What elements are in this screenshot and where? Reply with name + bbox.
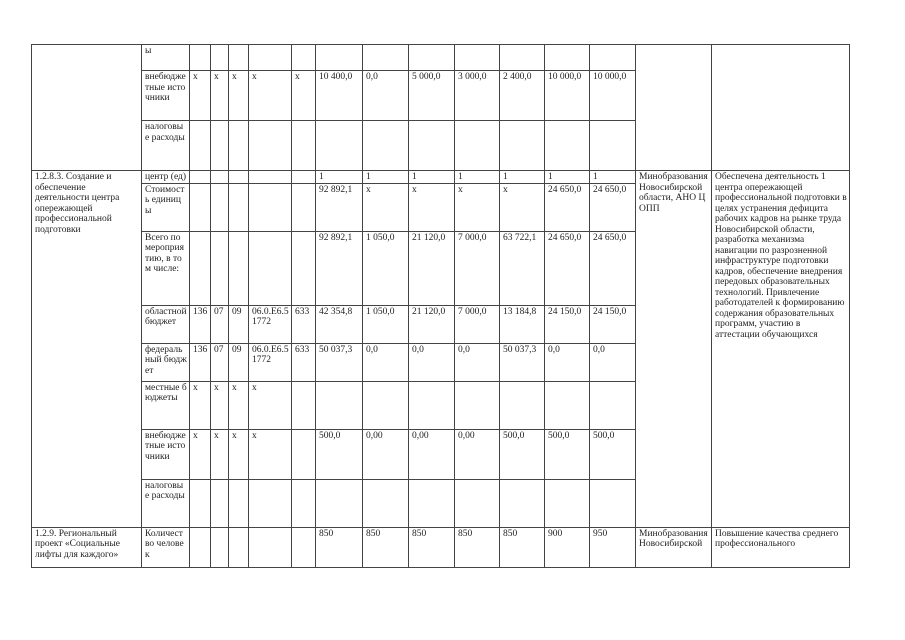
budget-code-g4 [249, 183, 292, 231]
funding-source: налоговые расходы [142, 479, 190, 527]
budget-code-g4 [249, 527, 292, 567]
funding-source: местные бюджеты [142, 381, 190, 429]
value-cell [316, 45, 363, 71]
value-cell: 24 650,0 [545, 231, 590, 305]
value-cell [545, 121, 590, 171]
budget-code-g1: х [190, 429, 211, 479]
budget-code-g2 [211, 45, 229, 71]
value-cell: 5 000,0 [409, 71, 455, 121]
budget-code-g4: 06.0.Е6.51772 [249, 305, 292, 343]
value-cell: 10 000,0 [545, 71, 590, 121]
value-cell: 1 [363, 171, 409, 184]
budget-code-g2 [211, 527, 229, 567]
budget-code-g3 [229, 527, 249, 567]
value-cell: 24 150,0 [590, 305, 636, 343]
value-cell: х [500, 183, 545, 231]
value-cell [455, 479, 500, 527]
budget-code-g3 [229, 45, 249, 71]
funding-source: Всего по мероприятию, в том числе: [142, 231, 190, 305]
block-b-executor: Минобразования Новосибирской области, АНО ЦОПП [636, 171, 712, 528]
budget-code-g1 [190, 45, 211, 71]
budget-code-g4: х [249, 429, 292, 479]
value-cell: 900 [545, 527, 590, 567]
budget-code-g1 [190, 479, 211, 527]
value-cell [545, 479, 590, 527]
block-c-result: Повышение качества среднего профессионального [712, 527, 850, 567]
value-cell [500, 381, 545, 429]
value-cell: 21 120,0 [409, 305, 455, 343]
value-cell [363, 121, 409, 171]
value-cell [409, 479, 455, 527]
budget-code-g5: 633 [292, 305, 316, 343]
value-cell: 1 [500, 171, 545, 184]
block-a-executor [636, 45, 712, 171]
value-cell [500, 45, 545, 71]
block-c-executor: Минобразования Новосибирской [636, 527, 712, 567]
value-cell: 24 650,0 [590, 231, 636, 305]
value-cell [455, 381, 500, 429]
budget-code-g4 [249, 479, 292, 527]
value-cell [409, 121, 455, 171]
funding-source: внебюджетные источники [142, 71, 190, 121]
value-cell: 0,0 [455, 343, 500, 381]
budget-code-g1: 136 [190, 305, 211, 343]
funding-source: Количество человек [142, 527, 190, 567]
value-cell: 1 [455, 171, 500, 184]
budget-code-g2 [211, 231, 229, 305]
value-cell [363, 381, 409, 429]
value-cell: 850 [500, 527, 545, 567]
value-cell [363, 479, 409, 527]
budget-code-g4 [249, 121, 292, 171]
budget-code-g5 [292, 527, 316, 567]
value-cell: х [363, 183, 409, 231]
budget-code-g5: х [292, 71, 316, 121]
value-cell: 950 [590, 527, 636, 567]
table-row [32, 527, 850, 567]
value-cell: 0,00 [409, 429, 455, 479]
budget-code-g5 [292, 231, 316, 305]
table-row [32, 45, 850, 71]
value-cell [409, 45, 455, 71]
value-cell [316, 121, 363, 171]
value-cell: 1 050,0 [363, 305, 409, 343]
value-cell: 10 400,0 [316, 71, 363, 121]
value-cell: 1 [545, 171, 590, 184]
value-cell: 1 [316, 171, 363, 184]
value-cell: 13 184,8 [500, 305, 545, 343]
value-cell: 7 000,0 [455, 305, 500, 343]
block-b-result: Обеспечена деятельность 1 центра опережающей профессиональной подготовки в целях устранения дефицита рабочих кадров на рынке труда Новосибирской области, разработка механизма навигации по разрозненной инфраструктуре подготовки кадров, обеспечение внедрения передовых образовательных технологий. Привлечение работодателей к формированию содержания образовательных программ, участию в аттестации обучающихся [712, 171, 850, 528]
budget-code-g1: х [190, 71, 211, 121]
value-cell: х [409, 183, 455, 231]
value-cell: 500,0 [545, 429, 590, 479]
value-cell: 0,0 [363, 71, 409, 121]
budget-code-g3 [229, 171, 249, 184]
budget-code-g3: х [229, 381, 249, 429]
value-cell: 92 892,1 [316, 231, 363, 305]
value-cell [545, 45, 590, 71]
value-cell [409, 381, 455, 429]
budget-code-g1 [190, 121, 211, 171]
budget-code-g2: 07 [211, 343, 229, 381]
budget-code-g3 [229, 183, 249, 231]
funding-source: центр (ед) [142, 171, 190, 184]
budget-code-g3: 09 [229, 343, 249, 381]
value-cell [545, 381, 590, 429]
value-cell: 24 650,0 [590, 183, 636, 231]
budget-code-g3: х [229, 71, 249, 121]
value-cell [590, 121, 636, 171]
budget-code-g5 [292, 121, 316, 171]
value-cell [316, 381, 363, 429]
value-cell: 50 037,3 [500, 343, 545, 381]
budget-code-g5 [292, 183, 316, 231]
value-cell: 1 [590, 171, 636, 184]
value-cell: 0,0 [363, 343, 409, 381]
budget-code-g1: х [190, 381, 211, 429]
value-cell [316, 479, 363, 527]
value-cell: 0,0 [590, 343, 636, 381]
budget-code-g2 [211, 171, 229, 184]
budget-code-g2: 07 [211, 305, 229, 343]
budget-code-g4 [249, 171, 292, 184]
value-cell: 2 400,0 [500, 71, 545, 121]
value-cell: х [455, 183, 500, 231]
value-cell: 50 037,3 [316, 343, 363, 381]
program-table [31, 44, 850, 568]
budget-code-g4 [249, 231, 292, 305]
value-cell: 1 [409, 171, 455, 184]
budget-code-g2: х [211, 71, 229, 121]
value-cell: 21 120,0 [409, 231, 455, 305]
funding-source: федеральный бюджет [142, 343, 190, 381]
value-cell: 3 000,0 [455, 71, 500, 121]
value-cell: 0,0 [545, 343, 590, 381]
value-cell: 850 [409, 527, 455, 567]
budget-code-g5 [292, 45, 316, 71]
funding-source: ы [142, 45, 190, 71]
budget-code-g1 [190, 527, 211, 567]
budget-code-g2 [211, 183, 229, 231]
budget-code-g3: х [229, 429, 249, 479]
budget-code-g5: 633 [292, 343, 316, 381]
budget-code-g3 [229, 231, 249, 305]
value-cell [590, 479, 636, 527]
value-cell [455, 121, 500, 171]
value-cell: 24 150,0 [545, 305, 590, 343]
value-cell [455, 45, 500, 71]
funding-source: Стоимость единицы [142, 183, 190, 231]
value-cell: 850 [363, 527, 409, 567]
value-cell: 500,0 [500, 429, 545, 479]
budget-code-g2: х [211, 429, 229, 479]
value-cell: 850 [455, 527, 500, 567]
value-cell: 42 354,8 [316, 305, 363, 343]
block-a-title [32, 45, 142, 171]
budget-code-g1 [190, 231, 211, 305]
block-b-title: 1.2.8.3. Создание и обеспечение деятельности центра опережающей профессиональной подготовки [32, 171, 142, 528]
funding-source: областной бюджет [142, 305, 190, 343]
value-cell: 850 [316, 527, 363, 567]
value-cell [590, 381, 636, 429]
budget-code-g3 [229, 121, 249, 171]
budget-code-g1 [190, 171, 211, 184]
value-cell: 24 650,0 [545, 183, 590, 231]
budget-code-g2 [211, 121, 229, 171]
value-cell: 0,00 [455, 429, 500, 479]
value-cell: 7 000,0 [455, 231, 500, 305]
budget-code-g5 [292, 171, 316, 184]
value-cell: 63 722,1 [500, 231, 545, 305]
value-cell: 92 892,1 [316, 183, 363, 231]
value-cell: 0,0 [409, 343, 455, 381]
value-cell [500, 479, 545, 527]
value-cell [500, 121, 545, 171]
value-cell: 500,0 [590, 429, 636, 479]
budget-code-g3 [229, 479, 249, 527]
budget-code-g5 [292, 381, 316, 429]
value-cell [590, 45, 636, 71]
funding-source: внебюджетные источники [142, 429, 190, 479]
budget-code-g4 [249, 45, 292, 71]
value-cell: 10 000,0 [590, 71, 636, 121]
value-cell: 0,00 [363, 429, 409, 479]
budget-code-g5 [292, 479, 316, 527]
budget-code-g3: 09 [229, 305, 249, 343]
budget-code-g4: х [249, 381, 292, 429]
funding-source: налоговые расходы [142, 121, 190, 171]
block-c-title: 1.2.9. Региональный проект «Социальные лифты для каждого» [32, 527, 142, 567]
budget-code-g4: х [249, 71, 292, 121]
budget-code-g4: 06.0.Е6.51772 [249, 343, 292, 381]
budget-code-g2: х [211, 381, 229, 429]
budget-code-g5 [292, 429, 316, 479]
block-a-result [712, 45, 850, 171]
budget-code-g1: 136 [190, 343, 211, 381]
value-cell [363, 45, 409, 71]
budget-code-g2 [211, 479, 229, 527]
table-row [32, 171, 850, 184]
value-cell: 500,0 [316, 429, 363, 479]
value-cell: 1 050,0 [363, 231, 409, 305]
budget-code-g1 [190, 183, 211, 231]
